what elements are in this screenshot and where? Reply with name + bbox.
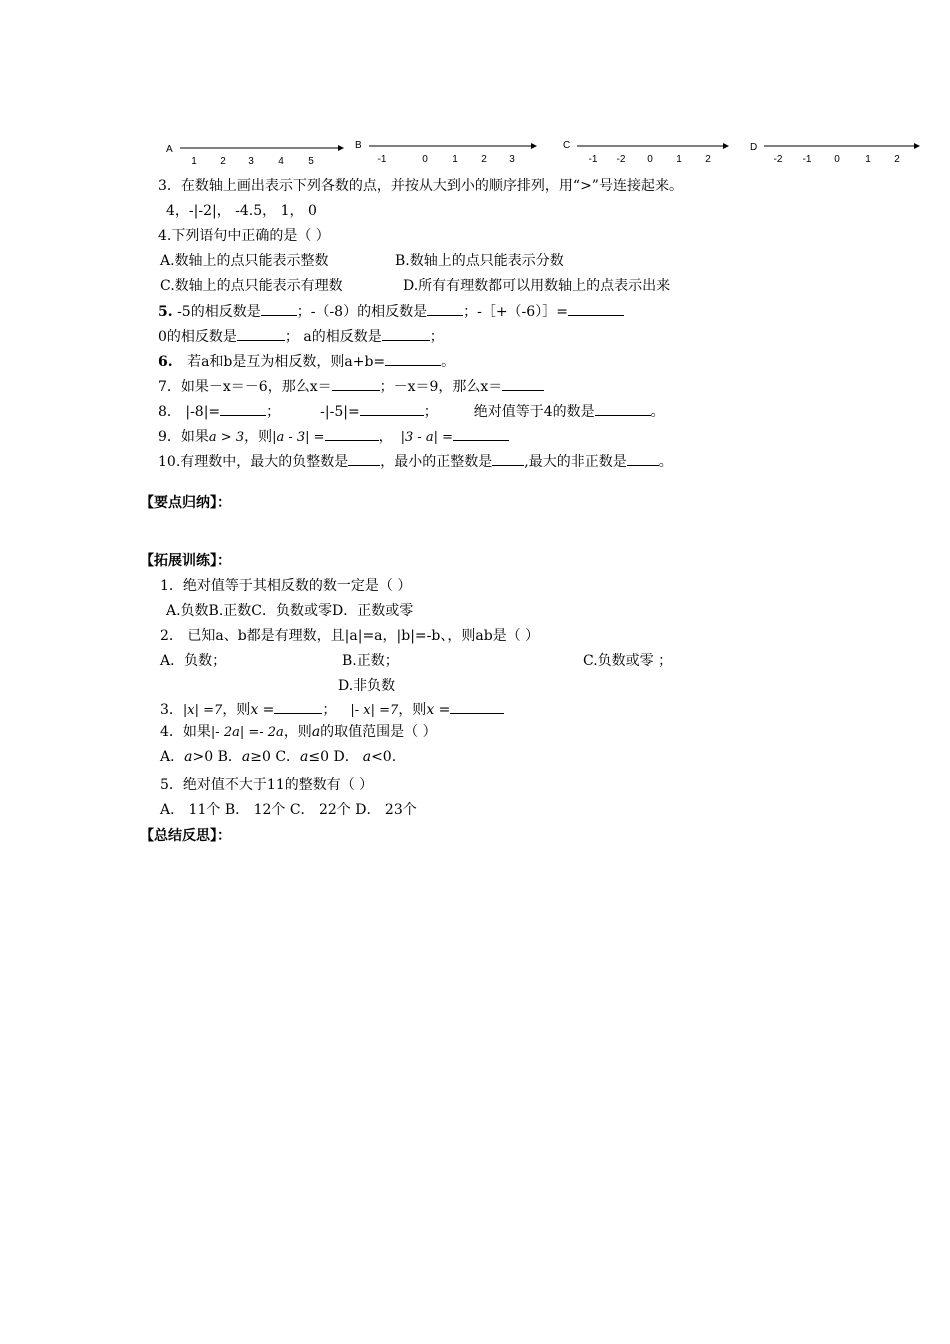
question-9-condition: a > 3 (208, 430, 245, 445)
answer-blank[interactable] (492, 452, 524, 466)
question-8-part-a: 8． |-8|= (158, 404, 221, 420)
svg-text:2: 2 (220, 156, 226, 167)
answer-blank[interactable] (382, 327, 430, 341)
number-axis-c-svg (563, 132, 733, 166)
exercise-2-option-a: A．负数； (160, 653, 227, 669)
question-5-part-b: ；-（-8）的相反数是 (296, 304, 428, 320)
exercise-3-expr-2: |- x| =7 (350, 703, 399, 718)
svg-text:1: 1 (676, 154, 682, 165)
answer-blank[interactable] (274, 700, 322, 714)
exercise-4-option-c-rest: ≤0 D． (308, 749, 359, 765)
question-4-option-b: B.数轴上的点只能表示分数 (395, 253, 564, 269)
question-4-option-d: D.所有有理数都可以用数轴上的点表示出来 (403, 278, 671, 294)
svg-text:5: 5 (308, 156, 314, 167)
answer-blank[interactable] (261, 302, 297, 316)
axis-ticks-b (378, 154, 516, 165)
svg-text:2: 2 (481, 154, 487, 165)
answer-blank[interactable] (427, 302, 463, 316)
question-6-number: 6. (158, 354, 173, 370)
svg-text:0: 0 (647, 154, 653, 165)
svg-text:-2: -2 (773, 154, 783, 165)
question-8-part-e: 绝对值等于4的数是 (473, 404, 595, 420)
number-axis-a (166, 136, 346, 174)
exercise-1-options: A.负数B.正数C．负数或零D．正数或零 (166, 603, 414, 619)
question-4: 4.下列语句中正确的是（ ） (158, 228, 330, 244)
exercise-3-part-d: ，则 (398, 702, 427, 718)
section-extension-training: 【拓展训练】： (140, 553, 231, 569)
exercise-4-part-a: 4．如果 (160, 724, 211, 740)
exercise-3-x-1: x = (250, 702, 275, 718)
question-9-expr-1: |a - 3| = (272, 430, 325, 445)
question-5-part-a: -5的相反数是 (177, 304, 261, 320)
svg-text:1: 1 (452, 154, 458, 165)
exercise-4-option-b-rest: ≥0 C． (250, 749, 301, 765)
number-axis-a-svg (166, 136, 346, 170)
axis-ticks-d (774, 154, 901, 165)
exercise-3-number: 3． (160, 702, 183, 718)
svg-text:0: 0 (422, 154, 428, 165)
exercise-5: 5．绝对值不大于11的整数有（ ） (160, 777, 374, 793)
svg-text:-2: -2 (616, 154, 626, 165)
axis-label-d: D (750, 142, 758, 153)
question-10 (158, 452, 673, 471)
exercise-4-expr: |- 2a| =- 2a (210, 725, 284, 740)
exercise-4-var-d: a (362, 749, 372, 765)
answer-blank[interactable] (627, 452, 659, 466)
answer-blank[interactable] (453, 427, 509, 441)
section-summary-reflection: 【总结反思】： (140, 828, 231, 844)
question-9-part-b: ，则 (244, 429, 273, 445)
svg-text:-1: -1 (802, 154, 812, 165)
exercise-4-option-d-rest: <0. (371, 749, 397, 765)
exercise-4-part-b: ，则 (283, 724, 312, 740)
question-10-part-d: 。 (658, 454, 673, 470)
exercise-5-options: A． 11个 B． 12个 C． 22个 D． 23个 (160, 802, 417, 818)
question-9-expr-2: |3 - a| = (400, 430, 454, 445)
answer-blank[interactable] (237, 327, 285, 341)
axis-ticks-c (589, 154, 712, 165)
exercise-4-options (160, 748, 396, 766)
answer-blank[interactable] (595, 402, 651, 416)
axis-label-c: C (563, 140, 571, 151)
answer-blank[interactable] (348, 452, 380, 466)
question-3: 3．在数轴上画出表示下列各数的点，并按从大到小的顺序排列，用“>”号连接起来。 (158, 178, 683, 194)
exercise-3 (160, 700, 504, 720)
exercise-2-option-d: D.非负数 (338, 678, 396, 694)
question-8-part-f: 。 (650, 404, 665, 420)
number-axis-b (355, 132, 540, 170)
question-7-part-b: ；－x＝9，那么x＝ (379, 379, 503, 395)
question-5-part-e: ； a的相反数是 (284, 329, 382, 345)
exercise-1: 1．绝对值等于其相反数的数一定是（ ） (160, 578, 412, 594)
exercise-2-option-b: B.正数； (342, 653, 399, 669)
svg-text:3: 3 (509, 154, 515, 165)
question-8-part-d: ； (423, 404, 438, 420)
svg-text:1: 1 (865, 154, 871, 165)
svg-text:1: 1 (191, 156, 197, 167)
answer-blank[interactable] (502, 377, 544, 391)
exercise-4-part-c: 的取值范围是（ ） (320, 724, 437, 740)
exercise-4-option-a: A． (160, 749, 185, 765)
number-axis-d (750, 132, 925, 170)
exercise-4-var-c: a (300, 749, 309, 765)
exercise-2: 2． 已知a、b都是有理数，且|a|=a，|b|=-b、，则ab是（ ） (160, 628, 540, 644)
svg-text:-1: -1 (588, 154, 598, 165)
answer-blank[interactable] (450, 700, 504, 714)
exercise-4-var: a (311, 724, 321, 740)
question-5-part-c: ；-［+（-6）］= (463, 304, 568, 320)
question-5-number: 5. (158, 304, 173, 320)
exercise-3-expr-1: |x| =7 (182, 703, 223, 718)
number-axis-d-svg (750, 132, 925, 166)
question-9 (158, 427, 509, 447)
question-9-part-a: 9．如果 (158, 429, 209, 445)
question-8-part-b: ； (266, 404, 281, 420)
question-7-part-a: 7．如果－x＝－6，那么x＝ (158, 379, 332, 395)
exercise-4-var-a: a (184, 749, 193, 765)
exercise-4-option-a-rest: >0 B． (192, 749, 242, 765)
question-3-numbers: 4，-|-2|， -4.5， 1， 0 (166, 203, 317, 219)
answer-blank[interactable] (220, 402, 266, 416)
axis-label-a: A (166, 144, 173, 155)
svg-text:2: 2 (894, 154, 900, 165)
svg-text:0: 0 (834, 154, 840, 165)
exercise-4 (160, 723, 437, 742)
answer-blank[interactable] (332, 377, 380, 391)
axis-label-b: B (355, 140, 362, 151)
exercise-2-option-c: C.负数或零 ； (583, 653, 673, 669)
exercise-3-part-b: ，则 (222, 702, 251, 718)
exercise-3-x-2: x = (426, 702, 451, 718)
svg-text:4: 4 (278, 156, 284, 167)
axis-ticks-a (191, 156, 314, 167)
answer-blank[interactable] (385, 352, 441, 366)
exercise-4-var-b: a (241, 749, 251, 765)
svg-text:2: 2 (705, 154, 711, 165)
answer-blank[interactable] (360, 402, 424, 416)
question-10-part-c: ,最大的非正数是 (524, 454, 627, 470)
svg-text:-1: -1 (377, 154, 387, 165)
question-6-text: 若a和b是互为相反数，则a+b= (187, 354, 386, 370)
answer-blank[interactable] (325, 427, 379, 441)
question-10-part-b: ，最小的正整数是 (380, 454, 493, 470)
number-axis-c (563, 132, 733, 170)
question-5 (158, 302, 624, 321)
question-4-option-c: C.数轴上的点只能表示有理数 (160, 278, 343, 294)
svg-text:3: 3 (248, 156, 254, 167)
question-5-part-d: 0的相反数是 (158, 329, 237, 345)
number-axis-b-svg (355, 132, 540, 166)
question-8-part-c: -|-5|= (320, 404, 360, 420)
question-5-line-2 (158, 327, 444, 346)
question-7 (158, 377, 544, 396)
question-5-part-f: ； (429, 329, 444, 345)
question-6 (158, 352, 455, 371)
exercise-3-part-c: ； (322, 702, 337, 718)
question-9-part-c: ， (378, 429, 393, 445)
question-10-part-a: 10.有理数中，最大的负整数是 (158, 454, 349, 470)
answer-blank[interactable] (568, 302, 624, 316)
section-key-points: 【要点归纳】： (140, 495, 231, 511)
question-4-option-a: A.数轴上的点只能表示整数 (160, 253, 329, 269)
question-6-end: 。 (441, 354, 456, 370)
question-8 (158, 402, 665, 421)
